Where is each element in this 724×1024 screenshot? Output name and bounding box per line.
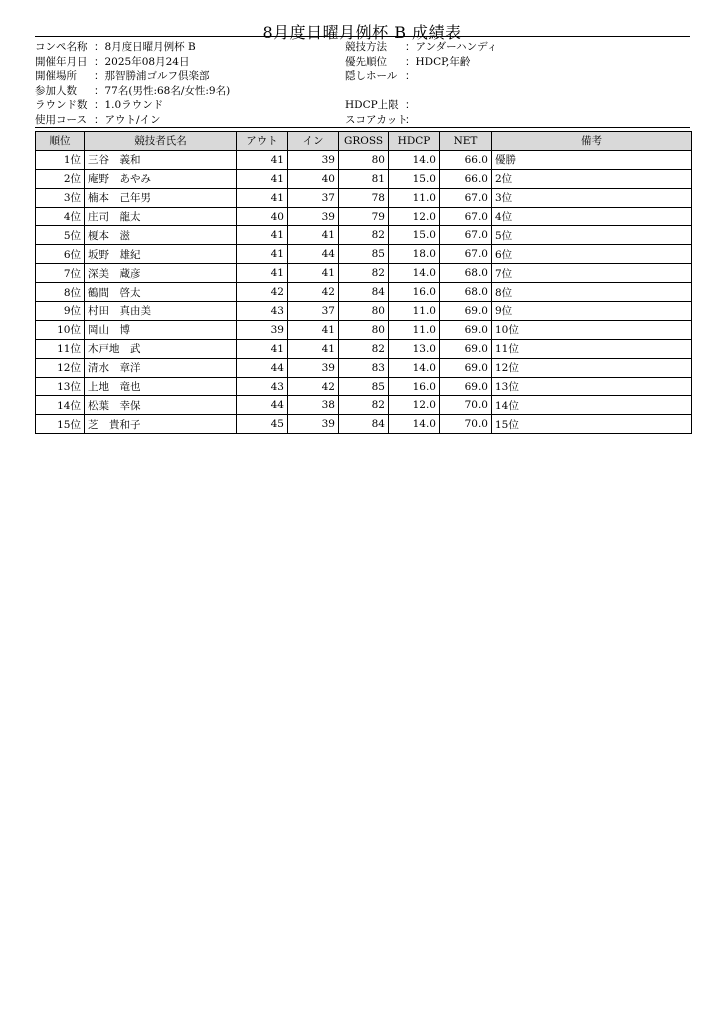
- title-divider: [35, 36, 690, 37]
- table-row: [36, 245, 692, 264]
- results-table: [35, 131, 692, 434]
- table-row: [36, 207, 692, 226]
- hdcp-cell: 12.0: [389, 207, 440, 226]
- info-value: ：HDCP,年齢: [405, 55, 471, 68]
- info-row: [35, 113, 690, 128]
- table-row: [36, 169, 692, 188]
- info-label: HDCP上限: [345, 99, 399, 111]
- player-name-cell: 松葉 幸保: [85, 396, 237, 415]
- table-row: [36, 377, 692, 396]
- info-value: ：1.0ラウンド: [94, 99, 164, 111]
- in-score-cell: 39: [288, 358, 339, 377]
- out-score-cell: 40: [237, 207, 288, 226]
- gross-cell: 80: [339, 320, 389, 339]
- header-net: NET: [440, 132, 492, 151]
- hdcp-cell: 14.0: [389, 264, 440, 283]
- rank-cell: 1位: [36, 150, 85, 169]
- net-cell: 67.0: [440, 245, 492, 264]
- header-player-name: 競技者氏名: [85, 132, 237, 151]
- net-cell: 69.0: [440, 377, 492, 396]
- rank-cell: 12位: [36, 358, 85, 377]
- rank-cell: 11位: [36, 339, 85, 358]
- in-score-cell: 41: [288, 320, 339, 339]
- in-score-cell: 44: [288, 245, 339, 264]
- hdcp-cell: 15.0: [389, 169, 440, 188]
- header-remarks: 備考: [492, 132, 692, 151]
- out-score-cell: 41: [237, 226, 288, 245]
- rank-cell: 2位: [36, 169, 85, 188]
- out-score-cell: 41: [237, 169, 288, 188]
- info-divider: [35, 127, 690, 128]
- info-label: コンペ名称: [35, 41, 88, 53]
- out-score-cell: 41: [237, 188, 288, 207]
- gross-cell: 78: [339, 188, 389, 207]
- hdcp-cell: 14.0: [389, 150, 440, 169]
- remarks-cell: 優勝: [492, 150, 692, 169]
- net-cell: 67.0: [440, 188, 492, 207]
- gross-cell: 82: [339, 339, 389, 358]
- remarks-cell: 4位: [492, 207, 692, 226]
- out-score-cell: 41: [237, 150, 288, 169]
- net-cell: 69.0: [440, 358, 492, 377]
- info-value: ：アンダーハンディ: [405, 41, 498, 53]
- in-score-cell: 39: [288, 150, 339, 169]
- page-title: 8月度日曜月例杯 B 成績表: [262, 23, 462, 42]
- info-value: ：アウト/イン: [94, 113, 161, 126]
- table-row: [36, 226, 692, 245]
- info-value: ：: [405, 99, 416, 111]
- hdcp-cell: 18.0: [389, 245, 440, 264]
- info-label: 開催年月日: [35, 55, 88, 68]
- rank-cell: 13位: [36, 377, 85, 396]
- in-score-cell: 37: [288, 188, 339, 207]
- out-score-cell: 41: [237, 264, 288, 283]
- in-score-cell: 42: [288, 377, 339, 396]
- results-body: [36, 150, 692, 433]
- table-row: [36, 339, 692, 358]
- hdcp-cell: 16.0: [389, 377, 440, 396]
- in-score-cell: 41: [288, 226, 339, 245]
- out-score-cell: 41: [237, 339, 288, 358]
- header-out: アウト: [237, 132, 288, 151]
- gross-cell: 84: [339, 415, 389, 434]
- hdcp-cell: 13.0: [389, 339, 440, 358]
- net-cell: 66.0: [440, 150, 492, 169]
- rank-cell: 4位: [36, 207, 85, 226]
- gross-cell: 80: [339, 302, 389, 321]
- rank-cell: 3位: [36, 188, 85, 207]
- in-score-cell: 37: [288, 302, 339, 321]
- player-name-cell: 坂野 雄紀: [85, 245, 237, 264]
- net-cell: 66.0: [440, 169, 492, 188]
- out-score-cell: 39: [237, 320, 288, 339]
- player-name-cell: 木戸地 武: [85, 339, 237, 358]
- player-name-cell: 岡山 博: [85, 320, 237, 339]
- gross-cell: 79: [339, 207, 389, 226]
- table-row: [36, 358, 692, 377]
- player-name-cell: 村田 真由美: [85, 302, 237, 321]
- header-hdcp: HDCP: [389, 132, 440, 151]
- out-score-cell: 44: [237, 396, 288, 415]
- gross-cell: 82: [339, 396, 389, 415]
- net-cell: 69.0: [440, 320, 492, 339]
- rank-cell: 10位: [36, 320, 85, 339]
- table-row: [36, 150, 692, 169]
- info-value: ：那智勝浦ゴルフ倶楽部: [94, 70, 210, 82]
- in-score-cell: 40: [288, 169, 339, 188]
- out-score-cell: 43: [237, 302, 288, 321]
- remarks-cell: 14位: [492, 396, 692, 415]
- remarks-cell: 2位: [492, 169, 692, 188]
- info-label: 優先順位: [345, 55, 387, 68]
- hdcp-cell: 11.0: [389, 188, 440, 207]
- player-name-cell: 鶴間 啓太: [85, 283, 237, 302]
- hdcp-cell: 14.0: [389, 415, 440, 434]
- info-value: ：8月度日曜月例杯 B: [94, 41, 196, 53]
- info-label: 参加人数: [35, 84, 77, 97]
- rank-cell: 9位: [36, 302, 85, 321]
- rank-cell: 5位: [36, 226, 85, 245]
- remarks-cell: 7位: [492, 264, 692, 283]
- in-score-cell: 39: [288, 207, 339, 226]
- gross-cell: 85: [339, 245, 389, 264]
- info-row: [35, 55, 690, 70]
- gross-cell: 84: [339, 283, 389, 302]
- info-row: [35, 98, 690, 113]
- table-row: [36, 302, 692, 321]
- info-value: ：: [405, 113, 416, 126]
- net-cell: 69.0: [440, 339, 492, 358]
- info-row: [35, 84, 690, 99]
- table-header-row: [36, 132, 692, 151]
- remarks-cell: 11位: [492, 339, 692, 358]
- info-label: 競技方法: [345, 41, 387, 53]
- in-score-cell: 41: [288, 264, 339, 283]
- gross-cell: 81: [339, 169, 389, 188]
- net-cell: 68.0: [440, 264, 492, 283]
- competition-info: [35, 40, 690, 127]
- net-cell: 67.0: [440, 207, 492, 226]
- table-row: [36, 320, 692, 339]
- out-score-cell: 43: [237, 377, 288, 396]
- remarks-cell: 6位: [492, 245, 692, 264]
- player-name-cell: 庄司 龍太: [85, 207, 237, 226]
- header-gross: GROSS: [339, 132, 389, 151]
- hdcp-cell: 14.0: [389, 358, 440, 377]
- table-row: [36, 264, 692, 283]
- remarks-cell: 15位: [492, 415, 692, 434]
- table-row: [36, 188, 692, 207]
- hdcp-cell: 11.0: [389, 320, 440, 339]
- remarks-cell: 5位: [492, 226, 692, 245]
- remarks-cell: 8位: [492, 283, 692, 302]
- remarks-cell: 3位: [492, 188, 692, 207]
- player-name-cell: 楠本 己年男: [85, 188, 237, 207]
- header-in: イン: [288, 132, 339, 151]
- remarks-cell: 9位: [492, 302, 692, 321]
- out-score-cell: 41: [237, 245, 288, 264]
- gross-cell: 82: [339, 226, 389, 245]
- table-row: [36, 283, 692, 302]
- out-score-cell: 42: [237, 283, 288, 302]
- gross-cell: 82: [339, 264, 389, 283]
- net-cell: 69.0: [440, 302, 492, 321]
- rank-cell: 14位: [36, 396, 85, 415]
- info-value: ：: [405, 70, 416, 82]
- hdcp-cell: 16.0: [389, 283, 440, 302]
- gross-cell: 80: [339, 150, 389, 169]
- hdcp-cell: 15.0: [389, 226, 440, 245]
- info-label: 隠しホール: [345, 70, 398, 82]
- remarks-cell: 13位: [492, 377, 692, 396]
- rank-cell: 15位: [36, 415, 85, 434]
- in-score-cell: 42: [288, 283, 339, 302]
- net-cell: 70.0: [440, 415, 492, 434]
- player-name-cell: 清水 章洋: [85, 358, 237, 377]
- table-row: [36, 396, 692, 415]
- info-label: 開催場所: [35, 70, 77, 82]
- player-name-cell: 深美 蔵彦: [85, 264, 237, 283]
- rank-cell: 7位: [36, 264, 85, 283]
- net-cell: 68.0: [440, 283, 492, 302]
- in-score-cell: 38: [288, 396, 339, 415]
- hdcp-cell: 12.0: [389, 396, 440, 415]
- rank-cell: 8位: [36, 283, 85, 302]
- hdcp-cell: 11.0: [389, 302, 440, 321]
- remarks-cell: 12位: [492, 358, 692, 377]
- remarks-cell: 10位: [492, 320, 692, 339]
- info-label: ラウンド数: [35, 99, 88, 111]
- table-row: [36, 415, 692, 434]
- net-cell: 67.0: [440, 226, 492, 245]
- out-score-cell: 45: [237, 415, 288, 434]
- player-name-cell: 榎本 滋: [85, 226, 237, 245]
- info-label: スコアカット: [345, 113, 408, 126]
- in-score-cell: 41: [288, 339, 339, 358]
- gross-cell: 85: [339, 377, 389, 396]
- info-label: 使用コース: [35, 113, 87, 126]
- header-rank: 順位: [36, 132, 85, 151]
- net-cell: 70.0: [440, 396, 492, 415]
- info-row: [35, 69, 690, 84]
- info-row: [35, 40, 690, 55]
- player-name-cell: 庵野 あやみ: [85, 169, 237, 188]
- player-name-cell: 三谷 義和: [85, 150, 237, 169]
- gross-cell: 83: [339, 358, 389, 377]
- out-score-cell: 44: [237, 358, 288, 377]
- player-name-cell: 芝 貴和子: [85, 415, 237, 434]
- info-value: ：77名(男性:68名/女性:9名): [94, 84, 231, 97]
- in-score-cell: 39: [288, 415, 339, 434]
- player-name-cell: 上地 竜也: [85, 377, 237, 396]
- info-value: ：2025年08月24日: [94, 55, 190, 68]
- rank-cell: 6位: [36, 245, 85, 264]
